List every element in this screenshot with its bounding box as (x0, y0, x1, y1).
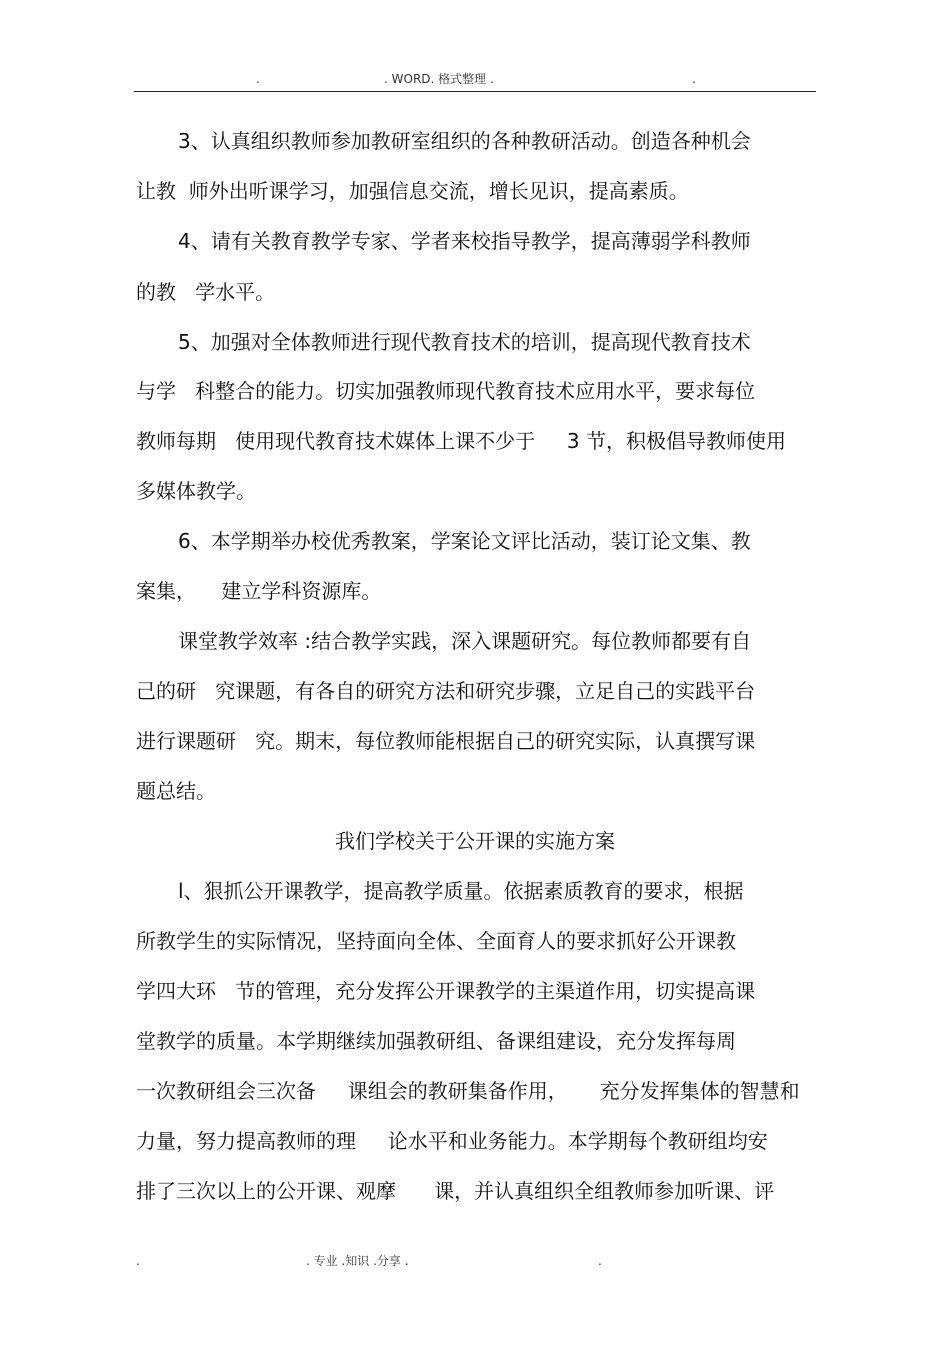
paragraph-line: 力量，努力提高教师的理 论水平和业务能力。本学期每个教研组均安 (136, 1129, 768, 1153)
paragraph-line: 6、本学期举办校优秀教案，学案论文评比活动，装订论文集、教 (178, 529, 751, 553)
header-title: . WORD. 格式整理 . (384, 72, 494, 86)
header-dot-left: . (256, 72, 260, 86)
paragraph-line: 教师每期 使用现代教育技术媒体上课不少于 3 节，积极倡导教师使用 (136, 429, 786, 453)
paragraph-line: 与学 科整合的能力。切实加强教师现代教育技术应用水平，要求每位 (136, 379, 756, 403)
page-footer (134, 1252, 816, 1270)
paragraph-line: 所教学生的实际情况，坚持面向全体、全面育人的要求抓好公开课教 (136, 929, 736, 953)
paragraph-line: 3、认真组织教师参加教研室组织的各种教研活动。创造各种机会 (178, 129, 751, 153)
paragraph-line: 堂教学的质量。本学期继续加强教研组、备课组建设，充分发挥每周 (136, 1029, 736, 1053)
paragraph-line: 的教 学水平。 (136, 280, 276, 304)
paragraph-line: 案集， 建立学科资源库。 (136, 579, 382, 603)
section-heading: 我们学校关于公开课的实施方案 (335, 829, 615, 853)
paragraph-line: 学四大环 节的管理，充分发挥公开课教学的主渠道作用，切实提高课 (136, 979, 756, 1003)
paragraph-line: 一次教研组会三次备 课组会的教研集备作用， 充分发挥集体的智慧和 (136, 1079, 800, 1103)
paragraph-line: 己的研 究课题，有各自的研究方法和研究步骤，立足自己的实践平台 (136, 679, 756, 703)
header-dot-right: . (692, 72, 696, 86)
paragraph-line: 课堂教学效率 :结合教学实践，深入课题研究。每位教师都要有自 (178, 629, 752, 653)
page-header (134, 70, 816, 88)
paragraph-line: 进行课题研 究。期末，每位教师能根据自己的研究实际，认真撰写课 (136, 729, 756, 753)
footer-dot-left: . (136, 1254, 140, 1268)
paragraph-line: 多媒体教学。 (136, 479, 256, 503)
paragraph-line: l、狠抓公开课教学，提高教学质量。依据素质教育的要求，根据 (178, 879, 744, 903)
paragraph-line: 5、加强对全体教师进行现代教育技术的培训，提高现代教育技术 (178, 330, 751, 354)
paragraph-line: 让教 师外出听课学习，加强信息交流，增长见识，提高素质。 (136, 179, 689, 203)
paragraph-line: 4、请有关教育教学专家、学者来校指导教学，提高薄弱学科教师 (178, 229, 751, 253)
header-rule (134, 91, 816, 92)
paragraph-line: 排了三次以上的公开课、观摩 课，并认真组织全组教师参加听课、评 (136, 1179, 775, 1203)
paragraph-line: 题总结。 (136, 779, 216, 803)
footer-dot-right: . (598, 1254, 602, 1268)
footer-text: . 专业 .知识 .分享 . (306, 1254, 409, 1268)
